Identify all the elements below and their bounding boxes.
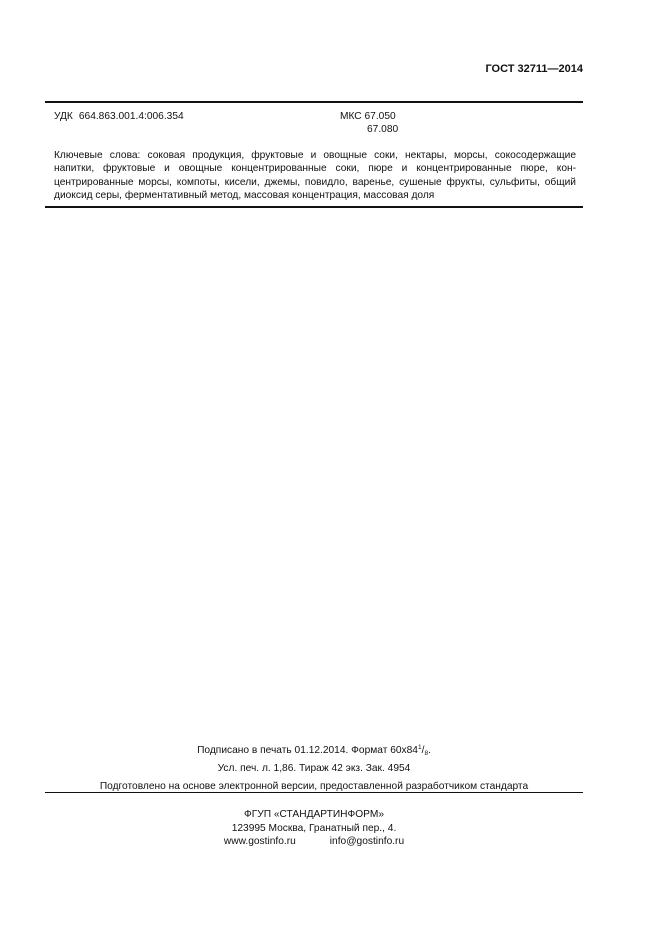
publisher-name: ФГУП «СТАНДАРТИНФОРМ» (243, 809, 385, 820)
udk-block (54, 110, 184, 123)
website-link[interactable]: www.gostinfo.ru (223, 836, 296, 847)
keywords-text: соковая продукция, фруктовые и овощные соки, нектары, морсы, сокосодержащие напитки, фруктовые и овощные концентрированные соки, пюре и концентрированные пюре, кон-центрированные морсы, компоты, кисели, джемы, повидло, варенье, сушеные фрукты, сульфиты, общий диоксид серы, ферментативный метод, массовая концентрация, массовая доля (54, 150, 576, 202)
keywords-label: Ключевые слова: (54, 150, 141, 161)
mks-label: МКС (340, 111, 362, 122)
keywords-divider (45, 206, 583, 208)
publisher-address: 123995 Москва, Гранатный пер., 4. (231, 823, 397, 834)
mks-code-1: 67.050 (364, 111, 396, 122)
udk-label: УДК (54, 111, 73, 122)
print-run-info: Усл. печ. л. 1,86. Тираж 42 экз. Зак. 4954 (217, 763, 411, 774)
keywords-paragraph (54, 149, 576, 203)
signed-text: Подписано в печать 01.12.2014. Формат 60x84 (197, 745, 418, 756)
signed-end: . (428, 745, 431, 756)
publisher-contacts (45, 835, 583, 848)
format-numerator: 1 (417, 744, 422, 751)
bottom-divider (45, 792, 583, 793)
mks-block (340, 110, 398, 136)
top-divider (45, 101, 583, 103)
mks-code-2: 67.080 (367, 124, 399, 135)
udk-code: 664.863.001.4:006.354 (78, 111, 184, 122)
signed-for-print: Подписано в печать 01.12.2014. Формат $60x84^1/_8$. (197, 744, 431, 757)
standard-code: ГОСТ 32711—2014 (485, 63, 583, 75)
email-link[interactable]: info@gostinfo.ru (329, 836, 405, 847)
prepared-note: Подготовлено на основе электронной версии, предоставленной разработчиком стандарта (99, 781, 529, 792)
format-denominator: 8 (424, 750, 429, 757)
